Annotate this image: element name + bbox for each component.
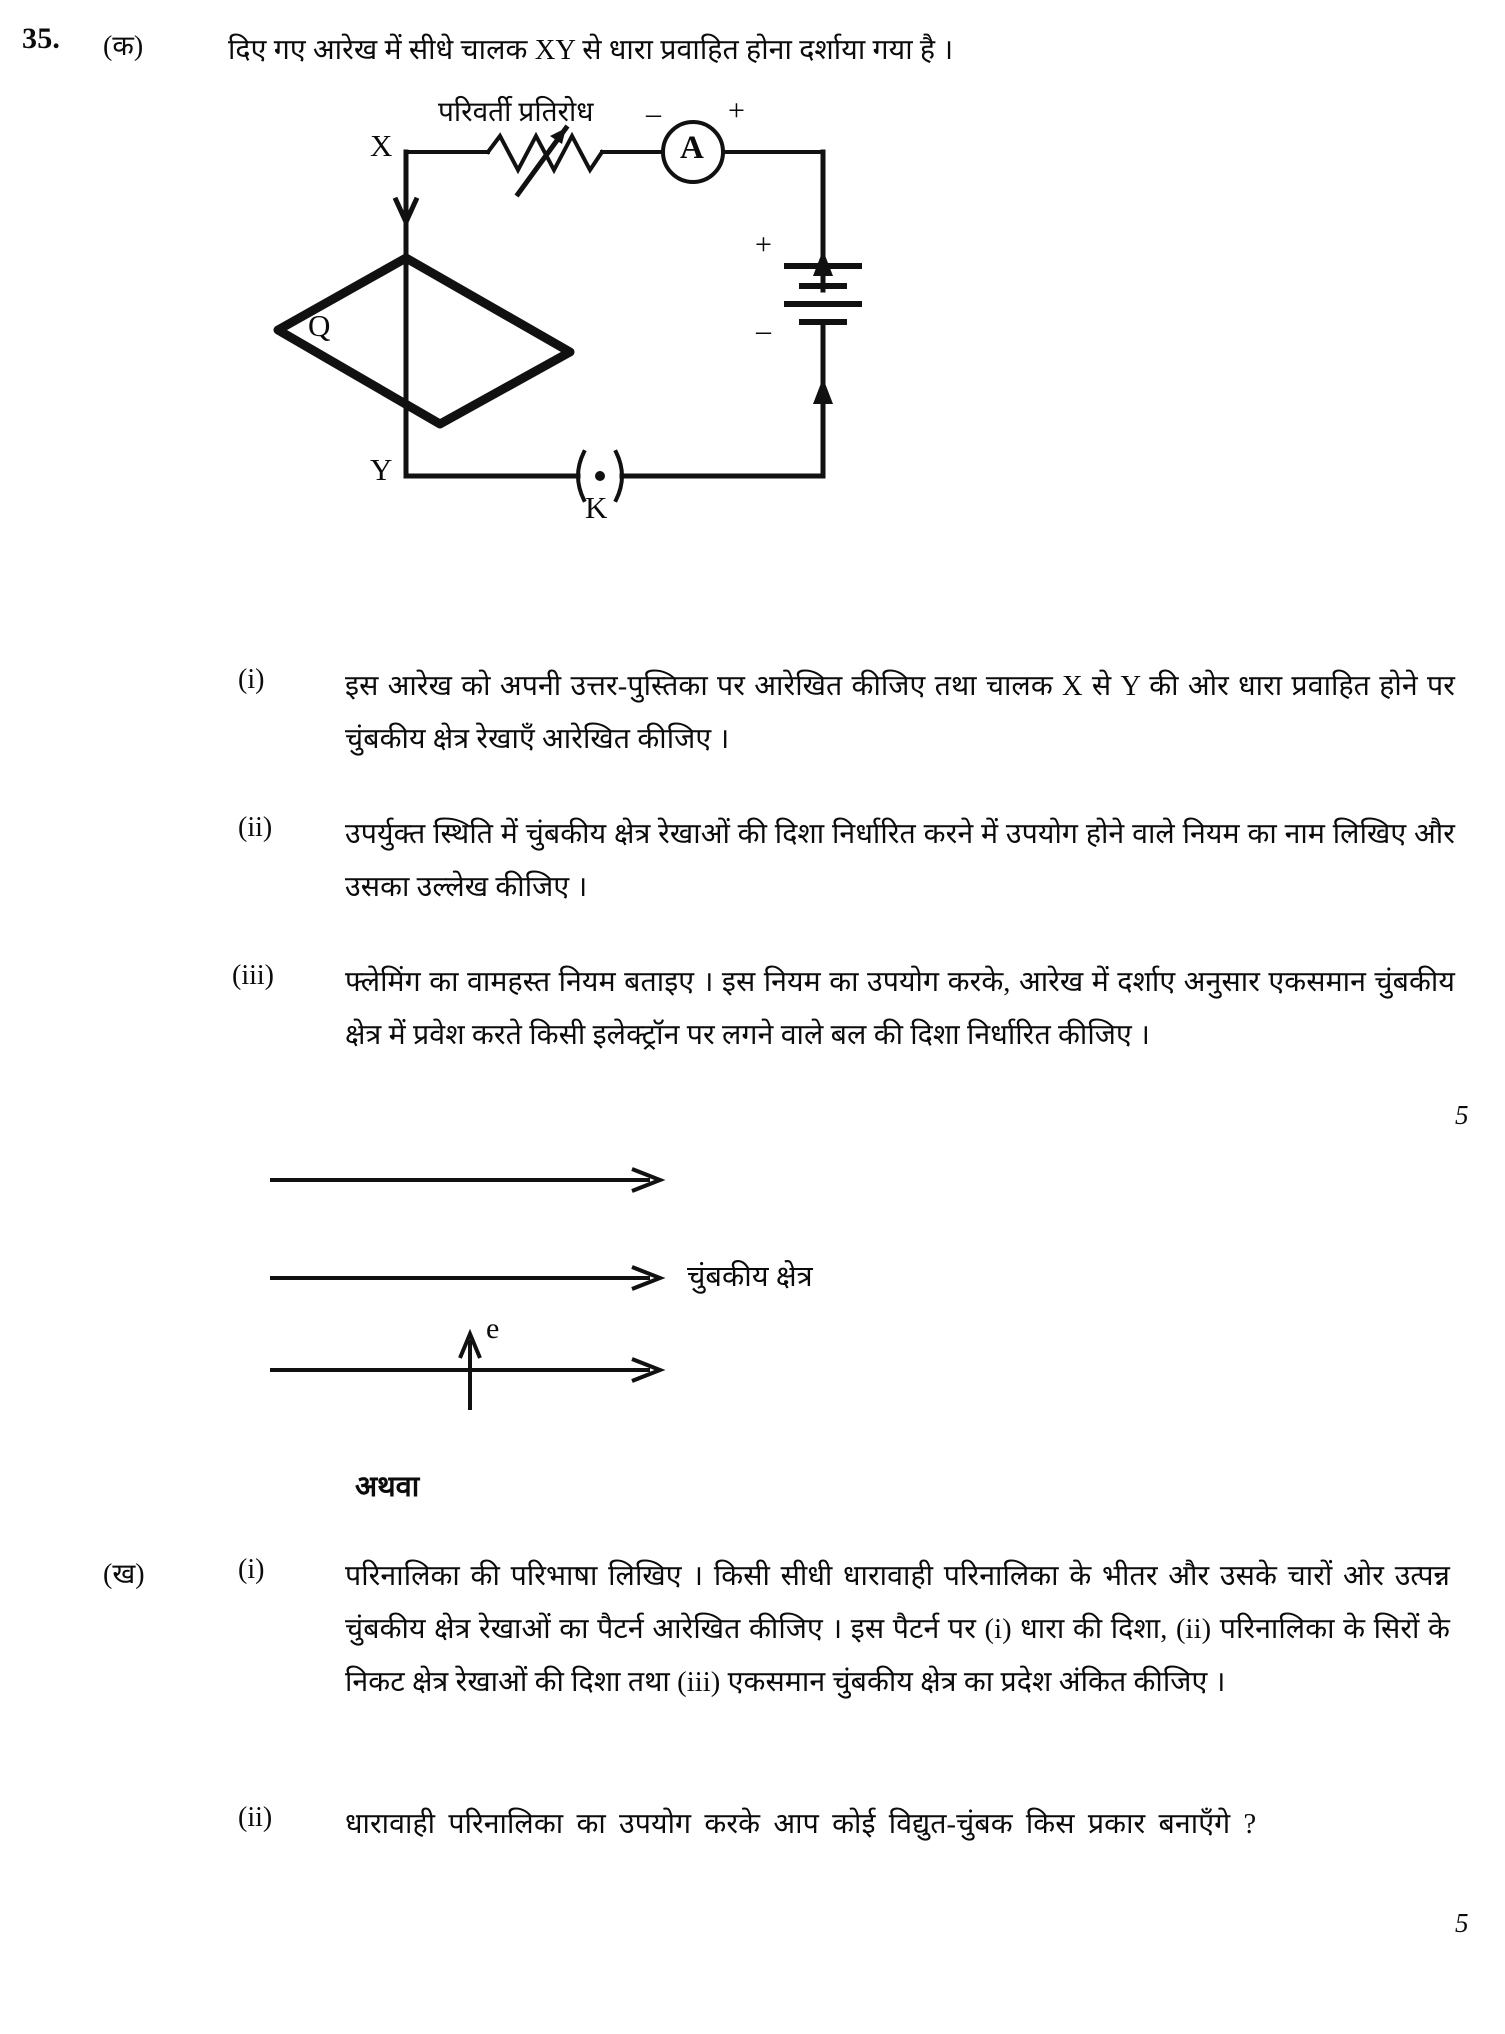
terminal-x-label: X	[370, 128, 393, 163]
ammeter-minus-terminal: –	[646, 97, 661, 130]
part-a-item-1-text: उपर्युक्त स्थिति में चुंबकीय क्षेत्र रेखाओं की दिशा निर्धारित करने में उपयोग होने वाले नियम का नाम लिखिए और उसका उल्लेख कीजिए ।	[345, 819, 1455, 903]
electron-label: e	[486, 1312, 500, 1345]
part-b-item-0-text: परिनालिका की परिभाषा लिखिए । किसी सीधी धारावाही परिनालिका के भीतर और उसके चारों ओर उत्पन्न चुंबकीय क्षेत्र रेखाओं का पैटर्न आरेखित कीजिए । इस पैटर्न पर (i) धारा की दिशा, (ii) परिनालिका के सिरों के निकट क्षेत्र रेखाओं की दिशा तथा (iii) एकसमान चुंबकीय क्षेत्र का प्रदेश अंकित कीजिए ।	[345, 1561, 1450, 1698]
part-a-item-1-marker: (ii)	[238, 812, 273, 843]
marks-part-b: 5	[1455, 1908, 1469, 1938]
question-number: 35.	[22, 22, 61, 55]
part-b-item-1-marker: (ii)	[238, 1802, 273, 1833]
part-b-marker: (ख)	[103, 1559, 145, 1590]
terminal-y-label: Y	[370, 452, 393, 487]
ammeter-plus-terminal: +	[728, 94, 745, 127]
part-a-stem: दिए गए आरेख में सीधे चालक XY से धारा प्रवाहित होना दर्शाया गया है ।	[228, 35, 954, 66]
part-b-item-0-marker: (i)	[238, 1554, 265, 1585]
ammeter-symbol: A	[680, 130, 704, 166]
part-a-item-0-text: इस आरेख को अपनी उत्तर-पुस्तिका पर आरेखित कीजिए तथा चालक X से Y की ओर धारा प्रवाहित होने पर चुंबकीय क्षेत्र रेखाएँ आरेखित कीजिए ।	[345, 671, 1455, 755]
variable-resistor-label: परिवर्ती प्रतिरोध	[438, 97, 594, 128]
part-a-marker: (क)	[103, 31, 144, 62]
plane-q-label: Q	[308, 308, 331, 343]
part-a-item-2-text: फ्लेमिंग का वामहस्त नियम बताइए । इस नियम का उपयोग करके, आरेख में दर्शाए अनुसार एकसमान चुंबकीय क्षेत्र में प्रवेश करते किसी इलेक्ट्रॉन पर लगने वाले बल की दिशा निर्धारित कीजिए ।	[345, 967, 1455, 1051]
magnetic-field-label: चुंबकीय क्षेत्र	[687, 1261, 813, 1293]
part-a-item-0-marker: (i)	[238, 664, 265, 695]
part-b-item-1-text: धारावाही परिनालिका का उपयोग करके आप कोई विद्युत-चुंबक किस प्रकार बनाएँगे ?	[345, 1809, 1257, 1840]
alternative-separator: अथवा	[355, 1471, 420, 1503]
circuit-diagram	[250, 90, 1080, 525]
key-label: K	[585, 490, 608, 525]
part-a-item-2-marker: (iii)	[232, 960, 274, 991]
magnetic-field-diagram	[240, 1150, 1140, 1410]
battery-minus-terminal: –	[756, 314, 771, 347]
marks-part-a: 5	[1455, 1100, 1469, 1130]
battery-plus-terminal: +	[755, 228, 772, 261]
